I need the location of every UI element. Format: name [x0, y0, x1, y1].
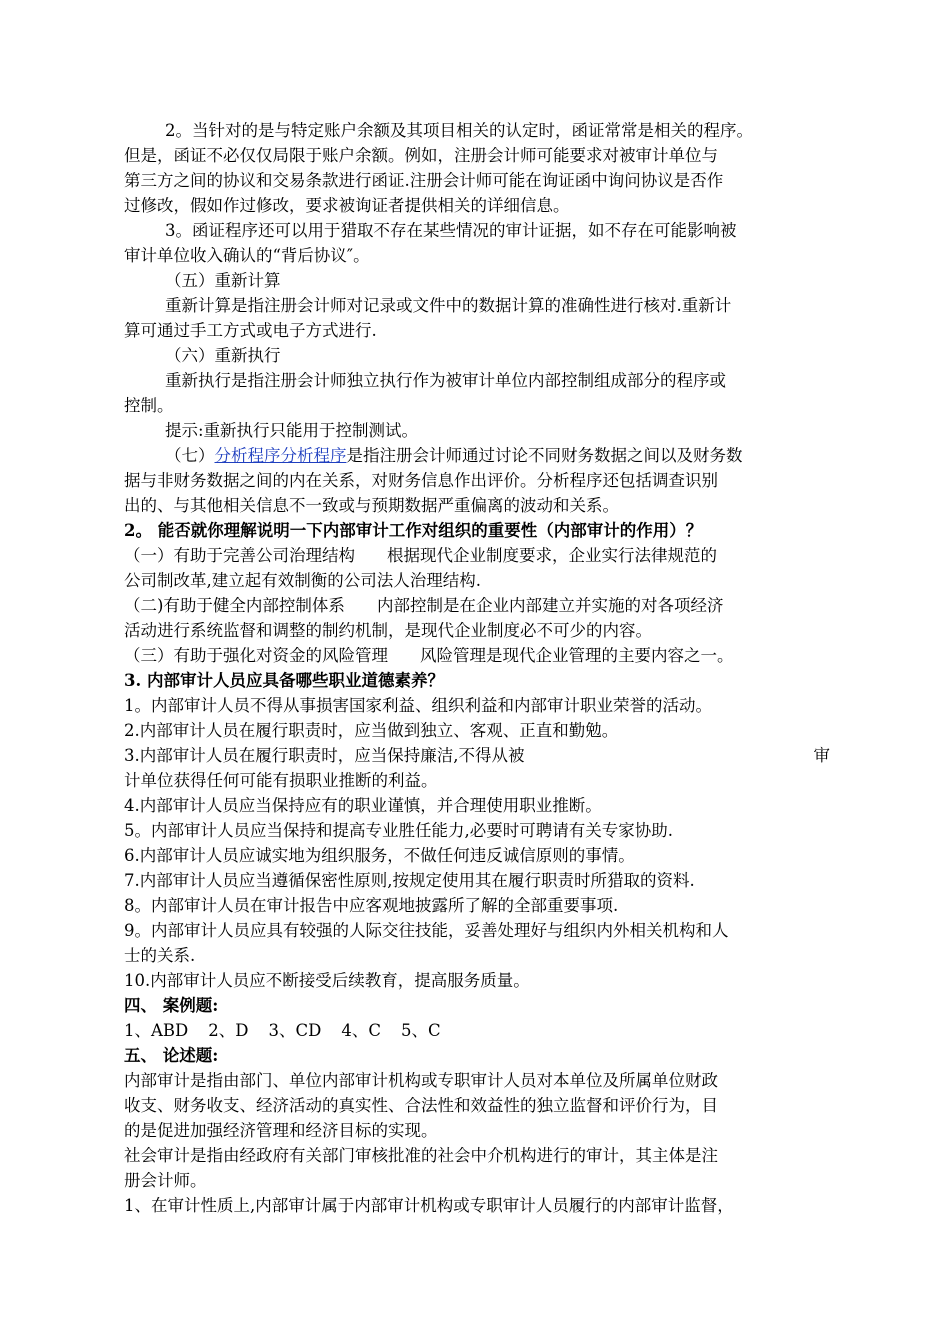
list-item: 9。内部审计人员应具有较强的人际交往技能，妥善处理好与组织内外相关机构和人	[124, 921, 729, 940]
list-item	[124, 743, 830, 768]
text-line: 但是，函证不必仅仅局限于账户余额。例如，注册会计师可能要求对被审计单位与	[124, 146, 718, 165]
text-line: 内部审计是指由部门、单位内部审计机构或专职审计人员对本单位及所属单位财政	[124, 1071, 718, 1090]
text-line: 审计单位收入确认的“背后协议″。	[124, 246, 370, 265]
list-item-continuation: 士的关系.	[124, 946, 196, 965]
text-segment: 审	[813, 746, 830, 765]
text-line: 重新计算是指注册会计师对记录或文件中的数据计算的准确性进行核对.重新计	[165, 296, 732, 315]
text-segment: 根据现代企业制度要求，企业实行法律规范的	[387, 546, 717, 565]
text-segment: 内部控制是在企业内部建立并实施的对各项经济	[376, 596, 724, 615]
list-item: 5。内部审计人员应当保持和提高专业胜任能力,必要时可聘请有关专家协助.	[124, 821, 673, 840]
text-line: 算可通过手工方式或电子方式进行.	[124, 321, 377, 340]
text-line: 2。当针对的是与特定账户余额及其项目相关的认定时，函证常常是相关的程序。	[165, 121, 753, 140]
document-page	[124, 118, 830, 1218]
list-item: 2.内部审计人员在履行职责时，应当做到独立、客观、正直和勤勉。	[124, 721, 619, 740]
list-item: 7.内部审计人员应当遵循保密性原则,按规定使用其在履行职责时所猎取的资料.	[124, 871, 695, 890]
list-item: 6.内部审计人员应诚实地为组织服务，不做任何违反诚信原则的事情。	[124, 846, 635, 865]
point-heading: （二)有助于健全内部控制体系	[124, 596, 345, 615]
answer: 4、C	[341, 1021, 381, 1040]
text-line: 社会审计是指由经政府有关部门审核批准的社会中介机构进行的审计，其主体是注	[124, 1146, 718, 1165]
text-line: 册会计师。	[124, 1171, 207, 1190]
text-line: 第三方之间的协议和交易条款进行函证.注册会计师可能在询证函中询问协议是否作	[124, 171, 724, 190]
text-line: 据与非财务数据之间的内在关系，对财务信息作出评价。分析程序还包括调查识别	[124, 471, 718, 490]
section-heading-case: 四、 案例题:	[124, 996, 219, 1015]
text-line: 过修改，假如作过修改，要求被询证者提供相关的详细信息。	[124, 196, 570, 215]
text-line: 收支、财务收支、经济活动的真实性、合法性和效益性的独立监督和评价行为，目	[124, 1096, 718, 1115]
text-line	[124, 443, 830, 468]
list-item: 8。内部审计人员在审计报告中应客观地披露所了解的全部重要事项.	[124, 896, 619, 915]
point-heading: （一）有助于完善公司治理结构	[124, 546, 355, 565]
section-heading-essay: 五、 论述题:	[124, 1046, 219, 1065]
text-segment: 风险管理是现代企业管理的主要内容之一。	[420, 646, 734, 665]
text-line: 公司制改革,建立起有效制衡的公司法人治理结构.	[124, 571, 481, 590]
section-heading-reperformance: （六）重新执行	[165, 346, 281, 365]
answer: 5、C	[401, 1021, 441, 1040]
text-line	[124, 543, 830, 568]
text-segment: 3.内部审计人员在履行职责时，应当保持廉洁,不得从被	[124, 746, 525, 765]
text-line: 活动进行系统监督和调整的制约机制，是现代企业制度必不可少的内容。	[124, 621, 652, 640]
analytical-procedures-link[interactable]: 分析程序分析程序	[214, 446, 347, 465]
text-line: 出的、与其他相关信息不一致或与预期数据严重偏离的波动和关系。	[124, 496, 619, 515]
text-line: 1、在审计性质上,内部审计属于内部审计机构或专职审计人员履行的内部审计监督，	[124, 1196, 734, 1215]
section-heading-recalculation: （五）重新计算	[165, 271, 281, 290]
answer: 1、ABD	[124, 1021, 189, 1040]
answer: 2、D	[208, 1021, 249, 1040]
question-heading-3: 3. 内部审计人员应具备哪些职业道德素养？	[124, 671, 444, 690]
question-heading-2: 2。 能否就你理解说明一下内部审计工作对组织的重要性（内部审计的作用）？	[124, 521, 703, 540]
list-item: 4.内部审计人员应当保持应有的职业谨慎，并合理使用职业推断。	[124, 796, 602, 815]
list-item: 10.内部审计人员应不断接受后续教育，提高服务质量。	[124, 971, 530, 990]
text-segment: 是指注册会计师通过讨论不同财务数据之间以及财务数	[346, 446, 743, 465]
list-item-continuation: 计单位获得任何可能有损职业推断的利益。	[124, 771, 438, 790]
list-item: 1。内部审计人员不得从事损害国家利益、组织利益和内部审计职业荣誉的活动。	[124, 696, 712, 715]
text-line	[124, 593, 830, 618]
point-heading: （三）有助于强化对资金的风险管理	[124, 646, 388, 665]
text-segment: （七）	[165, 446, 215, 465]
answers-line	[124, 1018, 830, 1043]
text-line: 控制。	[124, 396, 174, 415]
answer: 3、CD	[268, 1021, 322, 1040]
text-line	[124, 643, 830, 668]
text-line: 重新执行是指注册会计师独立执行作为被审计单位内部控制组成部分的程序或	[165, 371, 726, 390]
text-line: 的是促进加强经济管理和经济目标的实现。	[124, 1121, 438, 1140]
text-line: 3。函证程序还可以用于猎取不存在某些情况的审计证据，如不存在可能影响被	[165, 221, 737, 240]
tip-line: 提示:重新执行只能用于控制测试。	[165, 421, 419, 440]
